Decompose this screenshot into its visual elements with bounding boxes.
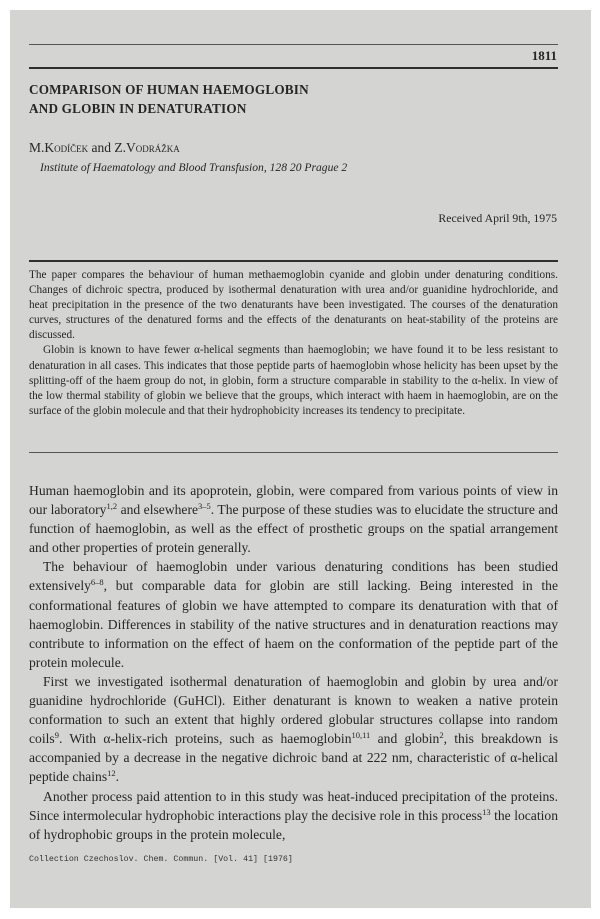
affiliation: Institute of Haematology and Blood Transfusion, 128 20 Prague 2	[40, 161, 348, 174]
text-run: Human haemoglobin and its apoprotein, globin, were compared from various points of view in our laboratory	[29, 483, 558, 518]
text-run: .	[115, 769, 120, 785]
author-2-surname: Vodrážka	[126, 140, 180, 155]
scanned-page	[10, 10, 591, 908]
abstract-paragraph-1: The paper compares the behaviour of human methaemoglobin cyanide and globin under denaturing conditions. Changes of dichroic spectra, produced by isothermal denaturation with urea and/or guanidine hydrochloride, and heat precipitation in the presence of the two denaturants have been investigated. The courses of the denaturation curves, structures of the denatured forms and the effects of the denaturants on heat-stability of the proteins are discussed.	[29, 269, 558, 342]
text-run: , this breakdown is accompanied by a decrease in the negative dichroic band at 222 nm, characteristic of α-helical peptide chains	[29, 731, 558, 785]
text-run: The behaviour of haemoglobin under various denaturing conditions has been studied extensively	[29, 559, 558, 594]
body-paragraph-3	[29, 672, 558, 787]
article-title	[29, 80, 529, 118]
citation-ref: 1,2	[106, 501, 118, 512]
author-1-initial: M.	[29, 140, 45, 155]
citation-ref: 10,11	[351, 730, 371, 741]
text-run: . With α-helix-rich proteins, such as haemoglobin	[58, 731, 352, 747]
header-rule-bottom	[29, 67, 558, 69]
body-paragraph-2	[29, 557, 558, 672]
journal-citation-footer: Collection Czechoslov. Chem. Commun. [Vol. 41] [1976]	[29, 855, 293, 864]
citation-ref: 3–5	[198, 501, 211, 512]
abstract	[29, 268, 558, 419]
authors	[29, 140, 180, 156]
text-run: and elsewhere	[117, 502, 199, 518]
received-date: Received April 9th, 1975	[438, 211, 557, 225]
body-paragraph-1	[29, 481, 558, 557]
text-run: . The purpose of these studies was to elucidate the structure and function of haemoglobin, as well as the effect of prosthetic groups on the spatial arrangement and other properties of protein generally.	[29, 502, 558, 556]
author-conjunction: and	[88, 140, 115, 155]
header-rule-top	[29, 44, 558, 45]
abstract-rule-top	[29, 260, 558, 262]
abstract-rule-bottom	[29, 452, 558, 453]
citation-ref: 13	[482, 806, 491, 817]
page-number: 1811	[531, 48, 557, 63]
body-paragraph-4	[29, 787, 558, 844]
author-1-surname: Kodíček	[44, 140, 89, 155]
text-run: the location of hydrophobic groups in the protein molecule,	[29, 807, 558, 842]
citation-ref: 2	[439, 730, 444, 741]
abstract-paragraph-2: Globin is known to have fewer α-helical segments than haemoglobin; we have found it to be less resistant to denaturation in all cases. This indicates that those peptide parts of haemoglobin whose helicity has been upset by the splitting-off of the haem group do not, in globin, form a structure comparable in stability to the α-helix. In view of the low thermal stability of globin we believe that the groups, which interact with haem in haemoglobin, are on the surface of the globin molecule and that their hydrophobicity increases its tendency to precipitate.	[29, 344, 558, 417]
author-2-initial: Z.	[114, 140, 127, 155]
body-text	[29, 481, 558, 844]
text-run: First we investigated isothermal denaturation of haemoglobin and globin by urea and/or guanidine hydrochloride (GuHCl). Either denaturant is known to weaken a native protein conformation to such an extent that highly ordered globular structures collapse into random coils	[29, 673, 558, 747]
citation-ref: 9	[54, 730, 59, 741]
text-run: Another process paid attention to in this study was heat-induced precipitation of the proteins. Since intermolecular hydrophobic interactions play the decisive role in this process	[29, 788, 558, 823]
citation-ref: 6–8	[90, 577, 104, 588]
text-run: , but comparable data for globin are still lacking. Being interested in the conformational features of globin we have attempted to compare its denaturation with that of haemoglobin. Differences in stability of the native structures and in denaturation reactions may contribute to information on the effect of haem on the conformation of the peptide part of the protein molecule.	[29, 578, 558, 670]
text-run: and globin	[370, 731, 440, 747]
citation-ref: 12	[107, 768, 116, 779]
title-line-2: AND GLOBIN IN DENATURATION	[29, 101, 247, 116]
title-line-1: COMPARISON OF HUMAN HAEMOGLOBIN	[29, 82, 309, 97]
